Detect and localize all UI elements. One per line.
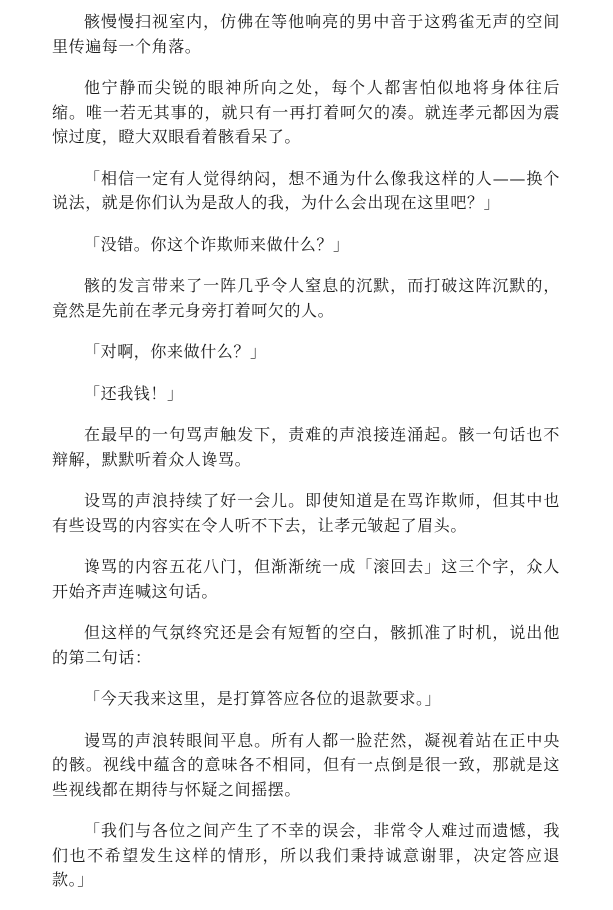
paragraph-10: 谗骂的内容五花八门，但渐渐统一成「滚回去」这三个字，众人开始齐声连喊这句话。 [52, 557, 560, 601]
paragraph-7: 「还我钱！」 [84, 383, 184, 403]
paragraph-14: 「我们与各位之间产生了不幸的误会，非常令人难过而遗憾，我们也不希望发生这样的情形，所以我们秉持诚意谢罪，决定答应退款。」 [52, 821, 560, 889]
paragraph-12: 「今天我来这里，是打算答应各位的退款要求。」 [84, 689, 442, 708]
paragraph-3: 「相信一定有人觉得纳闷，想不通为什么像我这样的人——换个说法，就是你们认为是敌人的我，为什么会出现在这里吧？」 [52, 168, 560, 212]
paragraph-13: 谩骂的声浪转眼间平息。所有人都一脸茫然，凝视着站在正中央的骸。视线中蕴含的意味各不相同，但有一点倒是很一致，那就是这些视线都在期待与怀疑之间摇摆。 [52, 730, 560, 799]
paragraph-11: 但这样的气氛终究还是会有短暂的空白，骸抓准了时机，说出他的第二句话： [52, 623, 560, 667]
paragraph-2: 他宁静而尖锐的眼神所向之处，每个人都害怕似地将身体往后缩。唯一若无其事的，就只有一再打着呵欠的凑。就连孝元都因为震惊过度，瞪大双眼看着骸看呆了。 [52, 78, 560, 146]
paragraph-6: 「对啊，你来做什么？」 [84, 342, 267, 361]
paragraph-9: 设骂的声浪持续了好一会儿。即使知道是在骂诈欺师，但其中也有些设骂的内容实在令人听不下去，让孝元皱起了眉头。 [52, 491, 560, 535]
paragraph-5: 骸的发言带来了一阵几乎令人窒息的沉默，而打破这阵沉默的，竟然是先前在孝元身旁打着呵欠的人。 [52, 276, 560, 320]
paragraph-8: 在最早的一句骂声触发下，责难的声浪接连涌起。骸一句话也不辩解，默默听着众人谗骂。 [52, 425, 560, 469]
paragraph-4: 「没错。你这个诈欺师来做什么？」 [84, 234, 350, 254]
body-text [52, 10, 560, 910]
paragraph-1: 骸慢慢扫视室内，仿佛在等他响亮的男中音于这鸦雀无声的空间里传遍每一个角落。 [52, 12, 560, 56]
